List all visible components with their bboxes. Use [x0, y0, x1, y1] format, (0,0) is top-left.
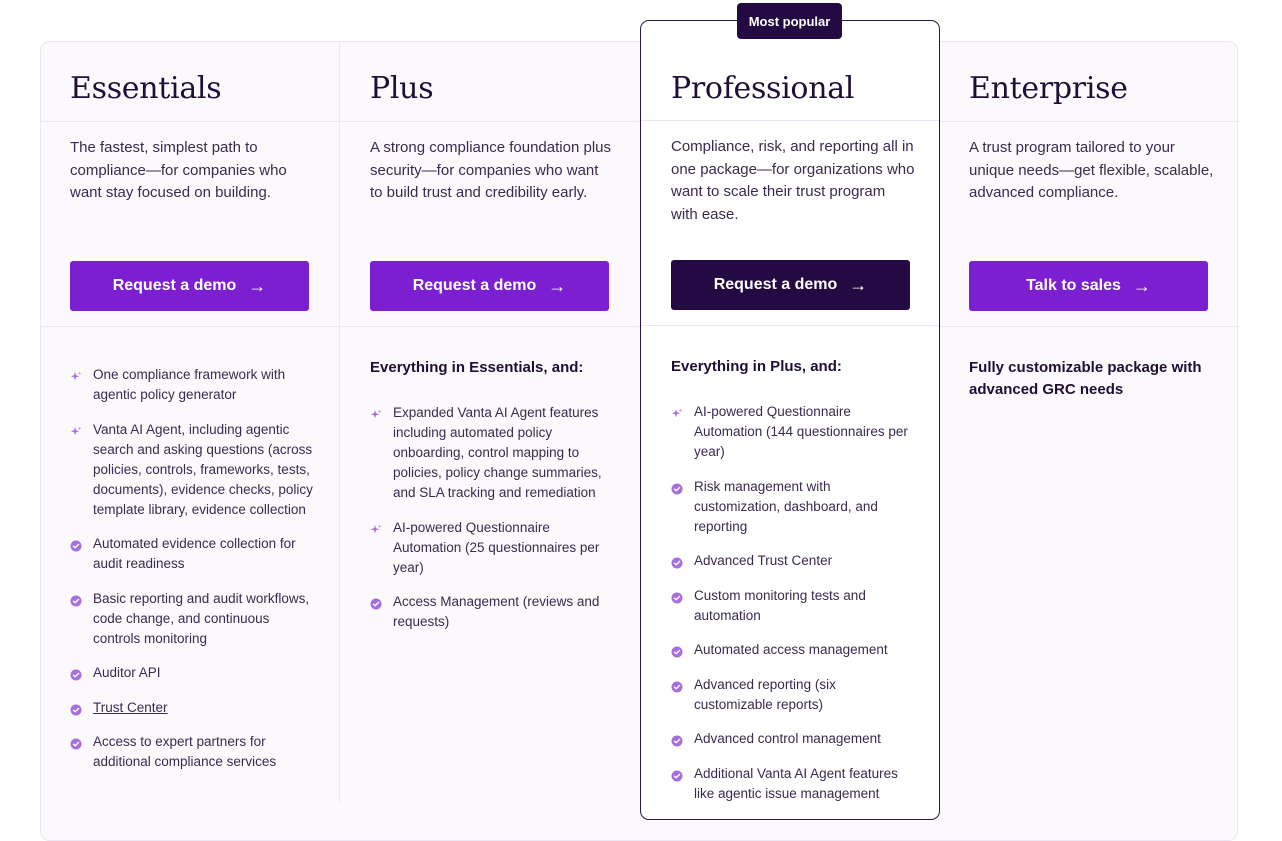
arrow-right-icon: →	[1132, 276, 1151, 296]
feature-text: Automated evidence collection for audit readiness	[93, 536, 296, 571]
most-popular-badge: Most popular	[737, 3, 842, 39]
feature-item	[671, 586, 916, 626]
feature-list	[671, 402, 916, 818]
feature-text: Advanced Trust Center	[694, 553, 833, 568]
plan-description: The fastest, simplest path to compliance—for companies who want stay focused on building.	[70, 139, 287, 201]
check-circle-icon	[671, 590, 683, 602]
feature-item	[70, 365, 315, 405]
divider	[641, 325, 939, 326]
plan-name: Plus	[370, 71, 434, 106]
plan-lead: Everything in Essentials, and:	[370, 359, 584, 376]
plan-description: A trust program tailored to your unique needs—get flexible, scalable, advanced compliance.	[969, 139, 1214, 201]
feature-list	[70, 365, 315, 787]
cta-label: Talk to sales	[1026, 277, 1121, 294]
plan-column-professional	[640, 20, 940, 820]
feature-item	[671, 551, 916, 571]
divider	[939, 326, 1239, 327]
plan-lead: Fully customizable package with advanced GRC needs	[969, 359, 1202, 398]
feature-item	[671, 640, 916, 660]
divider	[340, 326, 639, 327]
divider	[40, 121, 340, 122]
plan-column-essentials	[40, 41, 340, 802]
feature-item	[70, 732, 315, 772]
feature-text: AI-powered Questionnaire Automation (144 questionnaires per year)	[694, 404, 908, 459]
talk-to-sales-button[interactable]	[969, 261, 1208, 311]
feature-item	[70, 589, 315, 649]
feature-text: Access to expert partners for additional compliance services	[93, 734, 277, 769]
trust-center-link[interactable]: Trust Center	[93, 699, 168, 715]
check-circle-icon	[671, 555, 683, 567]
feature-item	[370, 403, 615, 503]
check-circle-icon	[370, 596, 382, 608]
cta-label: Request a demo	[713, 276, 838, 293]
cta-label: Request a demo	[412, 277, 537, 294]
arrow-right-icon: →	[849, 275, 868, 295]
feature-text: Vanta AI Agent, including agentic search and asking questions (across policies, controls, frameworks, tests, documents), evidence checks, policy template library, evidence collection	[93, 421, 313, 517]
check-circle-icon	[671, 644, 683, 656]
feature-text: Risk management with customization, dashboard, and reporting	[694, 478, 878, 534]
request-demo-button[interactable]	[370, 261, 609, 311]
sparkle-icon	[70, 369, 82, 381]
divider	[641, 120, 939, 121]
sparkle-icon	[370, 407, 382, 419]
divider	[939, 121, 1239, 122]
check-circle-icon	[671, 679, 683, 691]
plan-name: Professional	[671, 71, 855, 106]
check-circle-icon	[70, 736, 82, 748]
sparkle-icon	[70, 424, 82, 436]
check-circle-icon	[70, 538, 82, 550]
feature-text: One compliance framework with agentic policy generator	[93, 367, 286, 402]
feature-item	[671, 675, 916, 715]
plan-name: Essentials	[70, 71, 222, 106]
check-circle-icon	[671, 768, 683, 780]
feature-item	[671, 764, 916, 804]
feature-item	[370, 518, 615, 578]
feature-text: AI-powered Questionnaire Automation (25 questionnaires per year)	[393, 519, 600, 575]
check-circle-icon	[671, 481, 683, 493]
divider	[340, 121, 639, 122]
sparkle-icon	[370, 522, 382, 534]
feature-item	[671, 402, 916, 462]
feature-item	[671, 477, 916, 537]
check-circle-icon	[70, 702, 82, 714]
request-demo-button[interactable]	[70, 261, 309, 311]
feature-item	[70, 698, 315, 718]
plan-name: Enterprise	[969, 71, 1128, 106]
feature-item	[671, 729, 916, 749]
feature-list	[370, 403, 615, 647]
arrow-right-icon: →	[248, 276, 267, 296]
check-circle-icon	[70, 593, 82, 605]
plan-column-enterprise	[939, 41, 1239, 802]
divider	[40, 326, 340, 327]
feature-item	[70, 420, 315, 520]
request-demo-button[interactable]	[671, 260, 910, 310]
feature-text: Additional Vanta AI Agent features like agentic issue management	[694, 765, 898, 801]
cta-label: Request a demo	[112, 277, 237, 294]
check-circle-icon	[671, 733, 683, 745]
check-circle-icon	[70, 667, 82, 679]
plan-lead: Everything in Plus, and:	[671, 358, 842, 375]
feature-text: Expanded Vanta AI Agent features including automated policy onboarding, control mapping to policies, policy change summaries, and SLA tracking and remediation	[393, 405, 602, 500]
feature-text: Custom monitoring tests and automation	[694, 587, 866, 623]
feature-text: Basic reporting and audit workflows, code change, and continuous controls monitoring	[93, 590, 310, 646]
plan-description: Compliance, risk, and reporting all in one package—for organizations who want to scale their trust program with ease.	[671, 138, 915, 223]
feature-text: Advanced reporting (six customizable reports)	[694, 676, 836, 712]
plan-column-plus	[339, 41, 639, 802]
feature-text: Automated access management	[694, 642, 888, 657]
feature-item	[370, 592, 615, 632]
feature-item	[70, 534, 315, 574]
arrow-right-icon: →	[548, 276, 567, 296]
feature-item	[70, 663, 315, 683]
feature-text: Advanced control management	[694, 731, 881, 746]
plan-description: A strong compliance foundation plus security—for companies who want to build trust and credibility early.	[370, 139, 611, 201]
feature-text: Access Management (reviews and requests)	[393, 594, 600, 629]
sparkle-icon	[671, 406, 683, 418]
feature-text: Auditor API	[93, 665, 161, 680]
